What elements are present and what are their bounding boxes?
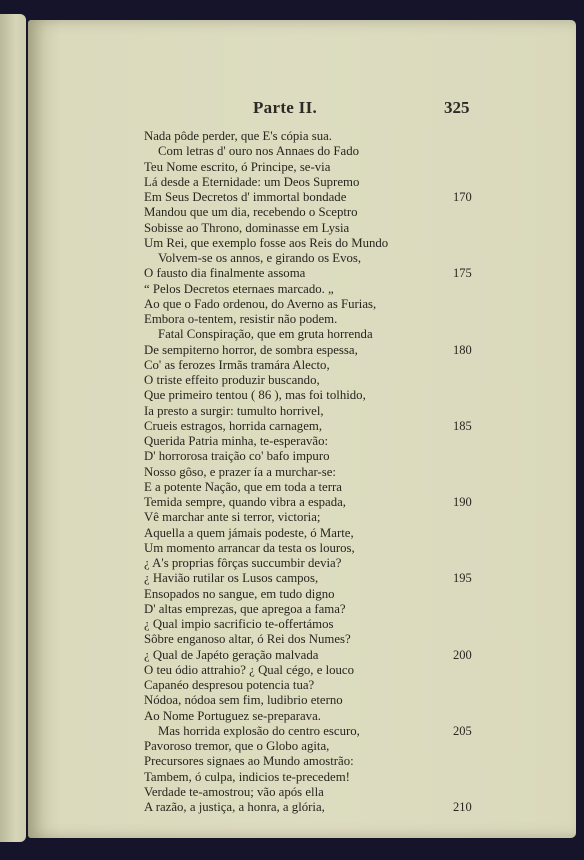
verse-text: Pavoroso tremor, que o Globo agita,	[144, 739, 330, 753]
section-title: Parte II.	[253, 98, 318, 117]
verse-text: O teu ódio attrahio? ¿ Qual cégo, e louco	[144, 662, 355, 677]
verse-line	[144, 312, 564, 327]
verse-line	[144, 785, 564, 800]
verse-line	[144, 709, 564, 724]
verse-line	[144, 144, 564, 159]
line-number: 180	[453, 342, 472, 357]
verse-text: Vê marchar ante si terror, victoria;	[144, 510, 321, 525]
verse-line	[144, 160, 564, 175]
verse-line	[144, 693, 564, 708]
verse-text: D' altas emprezas, que apregoa a fama?	[144, 601, 346, 616]
verse-text: Temida sempre, quando vibra a espada,	[144, 495, 347, 509]
verse-text: Co' as ferozes Irmãs tramára Alecto,	[144, 357, 330, 372]
verse-text: Ia presto a surgir: tumulto horrivel,	[144, 403, 324, 418]
verse-text: Nosso gôso, e prazer ía a murchar-se:	[144, 464, 336, 479]
verse-text: ¿ Qual impio sacrificio te-offertámos	[144, 617, 334, 631]
verse-text: O fausto dia finalmente assoma	[144, 266, 306, 281]
verse-line	[144, 343, 564, 358]
verse-line	[144, 770, 564, 785]
verse-text: Fatal Conspiração, que em gruta horrenda	[158, 327, 373, 342]
verse-line	[144, 754, 564, 769]
verse-line	[144, 602, 564, 617]
verse-text: Ao que o Fado ordenou, do Averno as Furias,	[144, 296, 377, 311]
verse-text: ¿ Qual de Japéto geração malvada	[144, 647, 319, 662]
verse-text: Mandou que um dia, recebendo o Sceptro	[144, 205, 358, 220]
verse-line	[144, 358, 564, 373]
verse-line	[144, 648, 564, 663]
verse-text: Precursores signaes ao Mundo amostrão:	[144, 754, 354, 769]
verse-text: Que primeiro tentou ( 86 ), mas foi tolhido,	[144, 388, 366, 403]
verse-line	[144, 800, 564, 815]
line-number: 190	[453, 495, 472, 509]
verse-line	[144, 541, 564, 556]
verse-text: A razão, a justiça, a honra, a glória,	[144, 800, 325, 814]
verse-line	[144, 190, 564, 205]
verse-line	[144, 266, 564, 281]
verse-line	[144, 373, 564, 388]
verse-text: Verdade te-amostrou; vão após ella	[144, 784, 324, 799]
line-number: 205	[453, 723, 472, 738]
line-number: 185	[453, 418, 472, 433]
verse-text: Teu Nome escrito, ó Principe, se-via	[144, 159, 331, 174]
verse-line	[144, 739, 564, 754]
verse-text: Volvem-se os annos, e girando os Evos,	[158, 251, 362, 265]
verse-text: Em Seus Decretos d' immortal bondade	[144, 190, 347, 204]
verse-line	[144, 632, 564, 647]
verse-text: O triste effeito produzir buscando,	[144, 373, 320, 387]
verse-text: Ensopados no sangue, em tudo digno	[144, 586, 335, 601]
verse-text: Lá desde a Eternidade: um Deos Supremo	[144, 174, 360, 189]
verse-line	[144, 571, 564, 586]
verse-text: Nódoa, nódoa sem fim, ludibrio eterno	[144, 693, 343, 708]
verse-text: De sempiterno horror, de sombra espessa,	[144, 342, 358, 357]
verse-line	[144, 129, 564, 144]
verse-line	[144, 221, 564, 236]
verse-line	[144, 663, 564, 678]
verse-line	[144, 205, 564, 220]
verse-line	[144, 175, 564, 190]
verse-text: Capanéo despresou potencia tua?	[144, 678, 315, 692]
verse-text: Mas horrida explosão do centro escuro,	[158, 723, 360, 738]
verse-text: ¿ Havião rutilar os Lusos campos,	[144, 571, 319, 586]
verse-text: Querida Patria minha, te-esperavão:	[144, 434, 329, 448]
verse-line	[144, 327, 564, 342]
line-number: 170	[453, 190, 472, 204]
verse-line	[144, 404, 564, 419]
verse-line	[144, 282, 564, 297]
verse-line	[144, 449, 564, 464]
verse-line	[144, 587, 564, 602]
verse-line	[144, 465, 564, 480]
facing-page-edge	[0, 14, 26, 842]
verse-line	[144, 556, 564, 571]
verse-text: Sôbre enganoso altar, ó Rei dos Numes?	[144, 632, 351, 647]
verse-text: Tambem, ó culpa, indicios te-precedem!	[144, 769, 350, 784]
verse-text: Sobisse ao Throno, dominasse em Lysia	[144, 220, 350, 235]
verse-text: Embora o-tentem, resistir não podem.	[144, 312, 338, 326]
line-number: 200	[453, 647, 472, 662]
verse-line	[144, 434, 564, 449]
line-number: 210	[453, 800, 472, 814]
verse-text: Um Rei, que exemplo fosse aos Reis do Mundo	[144, 235, 389, 250]
verse-text: Com letras d' ouro nos Annaes do Fado	[158, 144, 359, 159]
verse-line	[144, 480, 564, 495]
page-number: 325	[444, 98, 470, 117]
verse-line	[144, 419, 564, 434]
verse-line	[144, 495, 564, 510]
verse-line	[144, 251, 564, 266]
verse-line	[144, 678, 564, 693]
verse-text: “ Pelos Decretos eternaes marcado. „	[144, 281, 334, 296]
verse-text: Nada pôde perder, que E's cópia sua.	[144, 129, 332, 143]
verse-text: D' horrorosa traição co' bafo impuro	[144, 449, 330, 464]
verse-line	[144, 724, 564, 739]
line-number: 175	[453, 266, 472, 281]
line-number: 195	[453, 571, 472, 586]
verse-text: Um momento arrancar da testa os louros,	[144, 540, 355, 555]
verse-line	[144, 297, 564, 312]
verse-line	[144, 510, 564, 525]
book-page	[28, 20, 576, 838]
verse-text: Ao Nome Portuguez se-preparava.	[144, 708, 321, 723]
verse-line	[144, 617, 564, 632]
verse-line	[144, 236, 564, 251]
verse-text: E a potente Nação, que em toda a terra	[144, 479, 342, 494]
poem-text	[144, 129, 564, 815]
verse-text: Crueis estragos, horrida carnagem,	[144, 418, 323, 433]
verse-line	[144, 526, 564, 541]
verse-text: ¿ A's proprias fôrças succumbir devia?	[144, 556, 342, 570]
verse-line	[144, 388, 564, 403]
verse-text: Aquella a quem jámais podeste, ó Marte,	[144, 525, 354, 540]
